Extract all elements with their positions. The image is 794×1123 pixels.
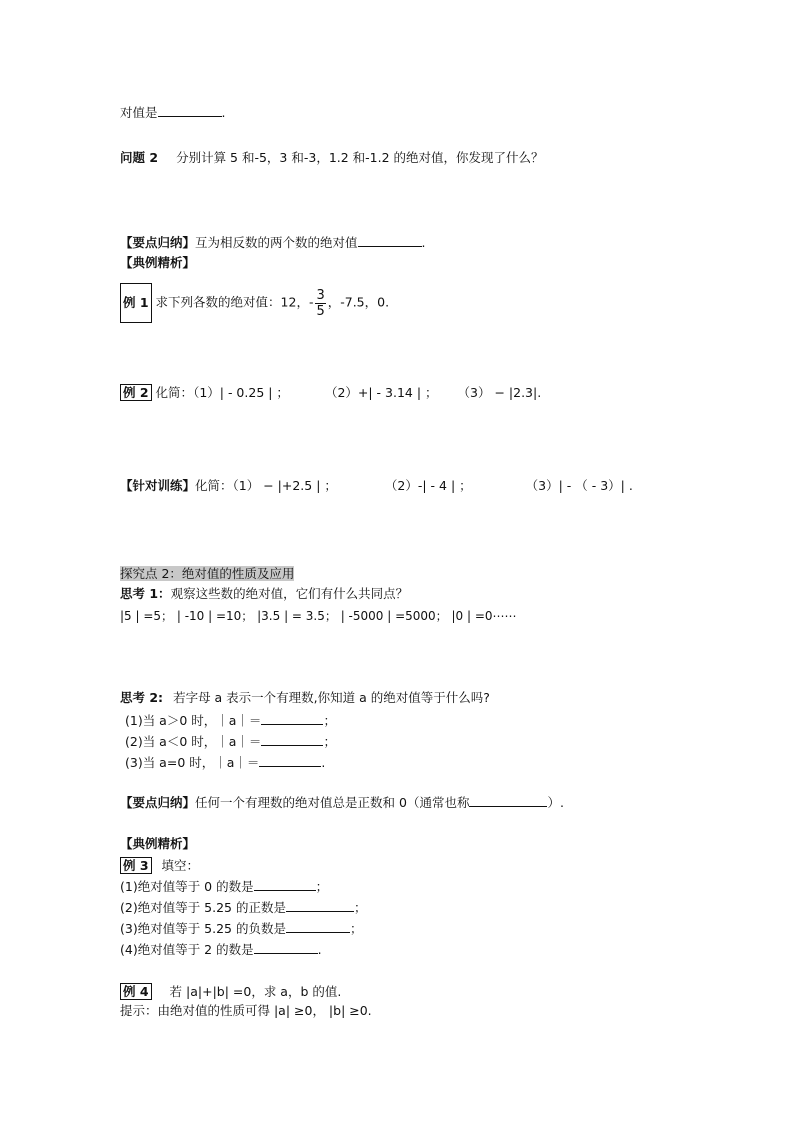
section-heading-examples-2: 【典例精析】 (120, 836, 196, 851)
example-4: 例 4 若 |a|+|b| =0，求 a，b 的值. (120, 983, 341, 1000)
answer-blank[interactable] (358, 234, 422, 247)
example-label: 例 2 (120, 384, 152, 401)
example-3-item-2: (2)绝对值等于 5.25 的正数是 ； (120, 900, 367, 915)
think-1-values: |5 | =5； | -10 | =10； |3.5 | = 3.5； | -5000 | =5000； |0 | =0⋯⋯ (120, 609, 517, 623)
answer-blank[interactable] (261, 712, 323, 725)
question-text: 分别计算 5 和-5，3 和-3，1.2 和-1.2 的绝对值，你发现了什么？ (176, 150, 544, 165)
key-points-summary-1: 【要点归纳】互为相反数的两个数的绝对值 . (120, 235, 426, 250)
example-3-item-4: (4)绝对值等于 2 的数是 . (120, 942, 322, 957)
answer-blank[interactable] (259, 754, 321, 767)
think-1: 思考 1：观察这些数的绝对值，它们有什么共同点？ (120, 586, 409, 601)
think-2-case-2: (2)当 a＜0 时，｜a｜＝ ； (125, 734, 336, 749)
question-2 (120, 150, 544, 166)
example-3-item-3: (3)绝对值等于 5.25 的负数是 ； (120, 921, 363, 936)
answer-blank[interactable] (158, 104, 222, 117)
example-1: 例 1 求下列各数的绝对值：12，- $\frac{3}{5}$ ，-7.5，0. (120, 283, 389, 323)
think-2-case-1: (1)当 a＞0 时，｜a｜＝ ； (125, 713, 336, 728)
think-2-case-3: (3)当 a=0 时，｜a｜＝ . (125, 755, 326, 770)
example-label: 例 1 (120, 283, 152, 323)
example-4-hint: 提示：由绝对值的性质可得 |a| ≥0， |b| ≥0. (120, 1003, 372, 1018)
example-3: 例 3 填空： (120, 857, 199, 874)
answer-blank[interactable] (254, 941, 318, 954)
example-label: 例 3 (120, 857, 152, 874)
answer-blank[interactable] (469, 794, 547, 807)
answer-blank[interactable] (286, 899, 354, 912)
answer-blank[interactable] (261, 733, 323, 746)
question-label: 问题 2 (120, 150, 159, 165)
section-heading-examples: 【典例精析】 (120, 255, 196, 270)
example-3-item-1: (1)绝对值等于 0 的数是 ； (120, 879, 329, 894)
example-label: 例 4 (120, 983, 152, 1000)
targeted-practice: 【针对训练】化简：（1） − |+2.5 | ； （2）-| - 4 | ； （3）| - （ - 3）| . (120, 478, 633, 493)
answer-blank[interactable] (286, 920, 350, 933)
key-points-summary-2: 【要点归纳】任何一个有理数的绝对值总是正数和 0（通常也称 ）. (120, 795, 564, 810)
example-2: 例 2 化简：（1）| - 0.25 | ； （2）+| - 3.14 | ； （3） − |2.3|. (120, 384, 541, 401)
think-2: 思考 2: 若字母 a 表示一个有理数,你知道 a 的绝对值等于什么吗? (120, 690, 490, 705)
answer-blank[interactable] (254, 878, 316, 891)
fraction: $\frac{3}{5}$ (316, 287, 325, 319)
line-absolute-value-blank: 对值是 . (120, 105, 226, 120)
explore-point-2-title: 探究点 2：绝对值的性质及应用 (120, 566, 295, 581)
